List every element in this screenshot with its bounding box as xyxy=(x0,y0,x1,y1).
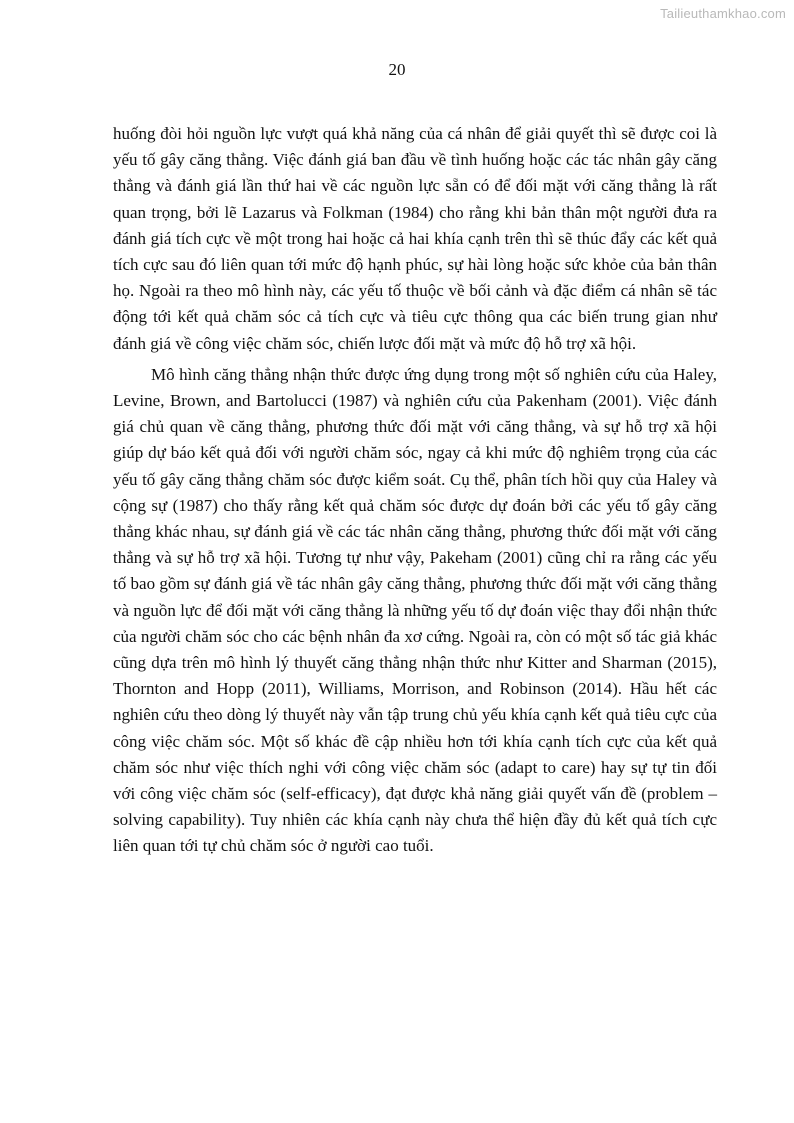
page-number: 20 xyxy=(388,60,406,79)
watermark-text: Tailieuthamkhao.com xyxy=(660,6,786,21)
paragraph-1: huống đòi hỏi nguồn lực vượt quá khả năng của cá nhân để giải quyết thì sẽ được coi là yếu tố gây căng thẳng. Việc đánh giá ban đầu về tình huống hoặc các tác nhân gây căng thẳng và đánh giá lần thứ hai về các nguồn lực sẵn có để đối mặt với căng thẳng là rất quan trọng, bởi lẽ Lazarus và Folkman (1984) cho rằng khi bản thân một người đưa ra đánh giá tích cực về một trong hai hoặc cả hai khía cạnh trên thì sẽ thúc đẩy các kết quả tích cực sau đó liên quan tới mức độ hạnh phúc, sự hài lòng hoặc sức khỏe của bản thân họ. Ngoài ra theo mô hình này, các yếu tố thuộc về bối cảnh và đặc điểm cá nhân sẽ tác động tới kết quả chăm sóc cả tích cực và tiêu cực thông qua các biến trung gian như đánh giá về công việc chăm sóc, chiến lược đối mặt và mức độ hỗ trợ xã hội. xyxy=(113,124,717,353)
body-text xyxy=(113,121,717,860)
paragraph-2: Mô hình căng thẳng nhận thức được ứng dụng trong một số nghiên cứu của Haley, Levine, Brown, and Bartolucci (1987) và nghiên cứu của Pakenham (2001). Việc đánh giá chủ quan về căng thẳng, phương thức đối mặt với căng thẳng, và sự hỗ trợ xã hội giúp dự báo kết quả đối với người chăm sóc, ngay cả khi mức độ nghiêm trọng của các yếu tố gây căng thẳng chăm sóc được kiểm soát. Cụ thể, phân tích hồi quy của Haley và cộng sự (1987) cho thấy rằng kết quả chăm sóc được dự đoán bởi các yếu tố gây căng thẳng khác nhau, sự đánh giá về các tác nhân căng thẳng, phương thức đối mặt với căng thẳng và sự hỗ trợ xã hội. Tương tự như vậy, Pakeham (2001) cũng chỉ ra rằng các yếu tố bao gồm sự đánh giá về tác nhân gây căng thẳng, phương thức đối mặt với căng thẳng và nguồn lực để đối mặt với căng thẳng là những yếu tố dự đoán việc thay đổi nhận thức của người chăm sóc cho các bệnh nhân đa xơ cứng. Ngoài ra, còn có một số tác giả khác cũng dựa trên mô hình lý thuyết căng thẳng nhận thức như Kitter and Sharman (2015), Thornton and Hopp (2011), Williams, Morrison, and Robinson (2014). Hầu hết các nghiên cứu theo dòng lý thuyết này vẫn tập trung chủ yếu khía cạnh kết quả tiêu cực của công việc chăm sóc. Một số khác đề cập nhiều hơn tới khía cạnh tích cực của kết quả chăm sóc như việc thích nghi với công việc chăm sóc (adapt to care) hay sự tự tin đối với công việc chăm sóc (self-efficacy), đạt được khả năng giải quyết vấn đề (problem – solving capability). Tuy nhiên các khía cạnh này chưa thể hiện đầy đủ kết quả tích cực liên quan tới tự chủ chăm sóc ở người cao tuổi. xyxy=(113,364,717,856)
